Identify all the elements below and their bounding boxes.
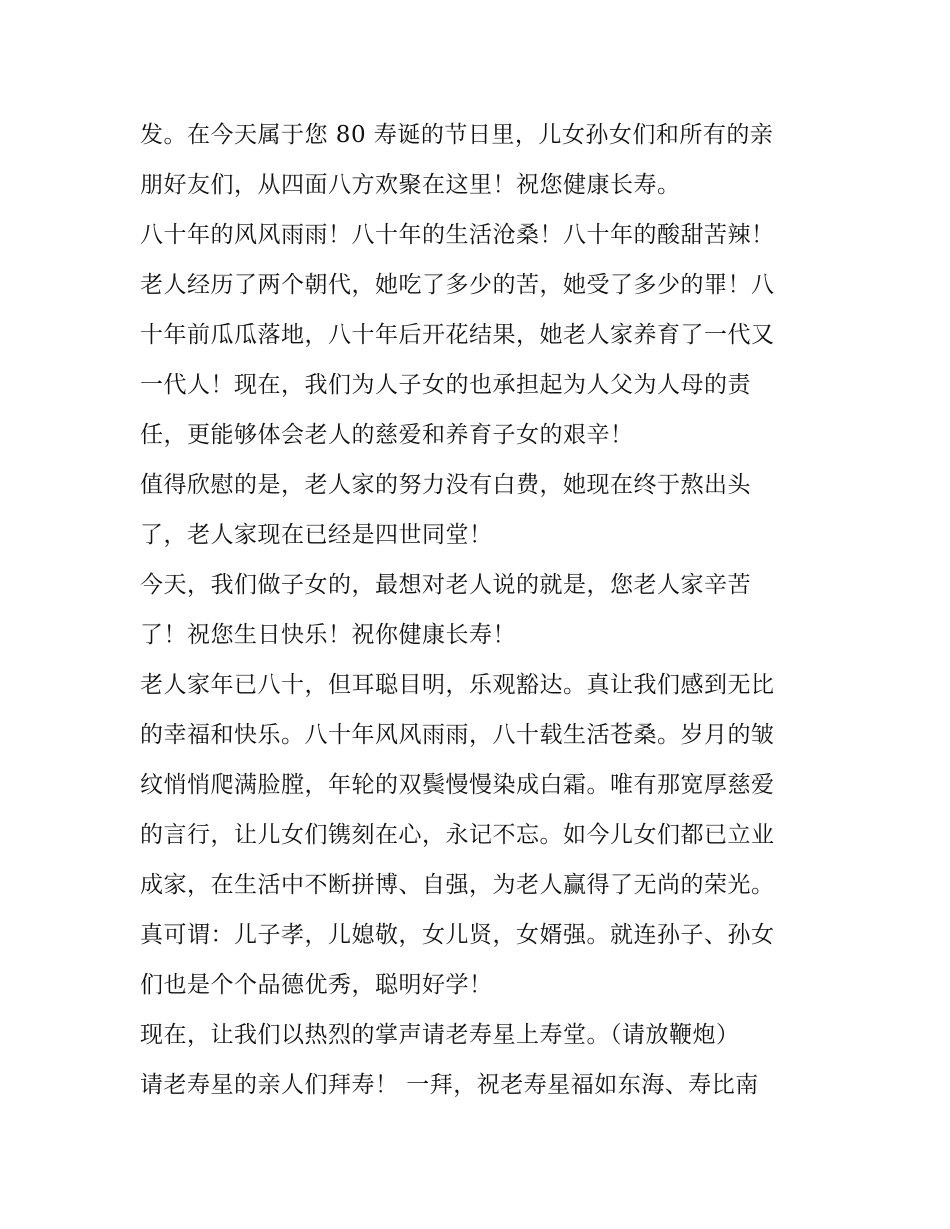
text-line: 今天，我们做子女的，最想对老人说的就是，您老人家辛苦 [140,572,751,598]
text-line: 们也是个个品德优秀，聪明好学！ [140,972,493,998]
text-line: 请老寿星的亲人们拜寿！ 一拜，祝老寿星福如东海、寿比南 [140,1072,759,1098]
text-line: 的幸福和快乐。八十年风风雨雨，八十载生活苍桑。岁月的皱 [140,722,775,748]
text-line: 了，老人家现在已经是四世同堂！ [140,522,493,548]
text-line: 一代人！现在，我们为人子女的也承担起为人父为人母的责 [140,372,751,398]
text-line: 老人家年已八十，但耳聪目明，乐观豁达。真让我们感到无比 [140,672,775,698]
text-line: 任，更能够体会老人的慈爱和养育子女的艰辛！ [140,422,634,448]
text-line: 纹悄悄爬满脸膛，年轮的双鬓慢慢染成白霜。唯有那宽厚慈爱 [140,772,775,798]
text-line: 十年前瓜瓜落地，八十年后开花结果，她老人家养育了一代又 [140,322,775,348]
text-line: 现在，让我们以热烈的掌声请老寿星上寿堂。（请放鞭炮） [140,1022,740,1048]
text-line: 真可谓：儿子孝，儿媳敬，女儿贤，女婿强。就连孙子、孙女 [140,922,775,948]
text-line: 老人经历了两个朝代，她吃了多少的苦，她受了多少的罪！八 [140,272,775,298]
text-line: 朋好友们，从四面八方欢聚在这里！祝您健康长寿。 [140,172,681,198]
text-line: 了！祝您生日快乐！祝你健康长寿！ [140,622,516,648]
body-text [140,110,820,1110]
text-line: 的言行，让儿女们镌刻在心，永记不忘。如今儿女们都已立业 [140,822,775,848]
text-line: 值得欣慰的是，老人家的努力没有白费，她现在终于熬出头 [140,472,751,498]
text-line: 发。在今天属于您 80 寿诞的节日里，儿女孙女们和所有的亲 [140,122,774,148]
text-line: 成家，在生活中不断拼博、自强，为老人赢得了无尚的荣光。 [140,872,775,898]
text-line: 八十年的风风雨雨！八十年的生活沧桑！八十年的酸甜苦辣！ [140,222,775,248]
